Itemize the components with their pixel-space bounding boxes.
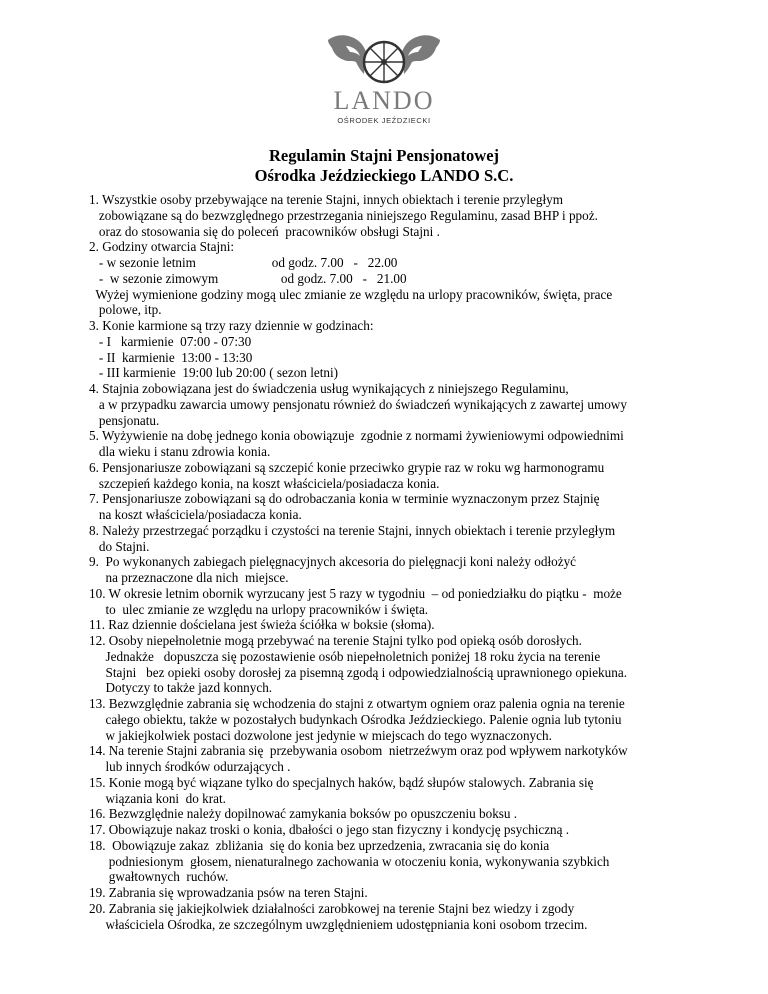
regulation-line: 18. Obowiązuje zakaz zbliżania się do konia bez uprzedzenia, zwracania się do konia: [89, 837, 550, 853]
regulation-line: właściciela Ośrodka, ze szczególnym uwzględnieniem udostępniania koni osobom trzecim.: [89, 916, 588, 932]
regulation-line: polowe, itp.: [89, 302, 162, 318]
regulation-line: 12. Osoby niepełnoletnie mogą przebywać na terenie Stajni tylko pod opieką osób dorosłych.: [89, 633, 582, 648]
regulation-line: 9. Po wykonanych zabiegach pielęgnacyjnych akcesoria do pielęgnacji koni należy odłożyć: [89, 554, 577, 570]
regulation-line: 8. Należy przestrzegać porządku i czystości na terenie Stajni, innych obiektach i terenie przyległym: [89, 522, 616, 538]
regulations-body: [89, 192, 749, 932]
regulation-line: 2. Godziny otwarcia Stajni:: [89, 239, 235, 255]
lando-logo: [322, 28, 446, 128]
regulation-line: 4. Stajnia zobowiązana jest do świadczenia usług wynikających z niniejszego Regulaminu,: [89, 381, 569, 396]
regulation-line: 16. Bezwzględnie należy dopilnować zamykania boksów po opuszczeniu boksu .: [89, 806, 518, 822]
regulation-line: a w przypadku zawarcia umowy pensjonatu również do świadczeń wynikających z zawartej umowy: [89, 396, 627, 412]
logo-subtitle: OŚRODEK JEŹDZIECKI: [337, 116, 431, 125]
regulation-line: na przeznaczone dla nich miejsce.: [89, 570, 289, 585]
regulation-line: 3. Konie karmione są trzy razy dziennie w godzinach:: [89, 318, 374, 333]
regulation-line: całego obiektu, także w pozostałych budynkach Ośrodka Jeździeckiego. Palenie ognia lub tytoniu: [89, 711, 622, 727]
logo-name: LANDO: [333, 86, 435, 115]
regulation-line: 6. Pensjonariusze zobowiązani są szczepić konie przeciwko grypie raz w roku wg harmonogramu: [89, 459, 605, 475]
regulation-line: 13. Bezwzględnie zabrania się wchodzenia do stajni z otwartym ogniem oraz palenia ognia na terenie: [89, 696, 625, 711]
regulation-line: szczepień każdego konia, na koszt właściciela/posiadacza konia.: [89, 475, 440, 491]
regulation-line: gwałtownych ruchów.: [89, 869, 229, 885]
regulation-line: Stajni bez opieki osoby dorosłej za pisemną zgodą i odpowiedzialnością uprawnionego opiekuna.: [89, 664, 627, 680]
regulation-line: 5. Wyżywienie na dobę jednego konia obowiązuje zgodnie z normami żywieniowymi odpowiednimi: [89, 428, 624, 444]
regulation-line: - III karmienie 19:00 lub 20:00 ( sezon letni): [89, 365, 339, 381]
regulation-line: dla wieku i stanu zdrowia konia.: [89, 444, 271, 459]
regulation-line: Jednakże dopuszcza się pozostawienie osób niepełnoletnich poniżej 18 roku życia na terenie: [89, 648, 601, 664]
regulation-line: Wyżej wymienione godziny mogą ulec zmianie ze względu na urlopy pracowników, święta, prace: [89, 286, 613, 302]
regulation-line: to ulec zmianie ze względu na urlopy pracowników i święta.: [89, 601, 429, 617]
title-line: Regulamin Stajni Pensjonatowej: [268, 146, 500, 165]
regulation-line: podniesionym głosem, nienaturalnego zachowania w otoczeniu konia, wykonywania szybkich: [89, 853, 610, 869]
document-title: [0, 146, 768, 186]
regulation-line: 10. W okresie letnim obornik wyrzucany jest 5 razy w tygodniu – od poniedziałku do piątku - może: [89, 585, 622, 601]
regulation-line: 15. Konie mogą być wiązane tylko do specjalnych haków, bądź słupów stalowych. Zabrania się: [89, 774, 594, 790]
regulation-line: - w sezonie zimowym od godz. 7.00 - 21.00: [89, 270, 407, 286]
regulation-line: zobowiązane są do bezwzględnego przestrzegania niniejszego Regulaminu, zasad BHP i ppoż.: [89, 207, 598, 223]
regulation-line: do Stajni.: [89, 538, 150, 554]
regulation-line: na koszt właściciela/posiadacza konia.: [89, 507, 302, 522]
regulation-line: lub innych środków odurzających .: [89, 759, 291, 774]
regulation-line: 19. Zabrania się wprowadzania psów na teren Stajni.: [89, 885, 368, 900]
title-line: Ośrodka Jeździeckiego LANDO S.C.: [254, 166, 514, 185]
regulation-line: 11. Raz dziennie dościelana jest świeża ściółka w boksie (słoma).: [89, 617, 435, 633]
regulation-line: 1. Wszystkie osoby przebywające na terenie Stajni, innych obiektach i terenie przyległym: [89, 192, 563, 207]
regulation-line: pensjonatu.: [89, 412, 160, 428]
regulation-line: - I karmienie 07:00 - 07:30: [89, 333, 252, 349]
regulation-line: w jakiejkolwiek postaci dozwolone jest jedynie w miejscach do tego wyznaczonych.: [89, 727, 552, 743]
regulation-line: oraz do stosowania się do poleceń pracowników obsługi Stajni .: [89, 223, 440, 239]
regulation-line: Dotyczy to także jazd konnych.: [89, 680, 273, 696]
regulation-line: 14. Na terenie Stajni zabrania się przebywania osobom nietrzeźwym oraz pod wpływem narkotyków: [89, 743, 628, 759]
regulation-line: 20. Zabrania się jakiejkolwiek działalności zarobkowej na terenie Stajni bez wiedzy i zgody: [89, 900, 575, 916]
regulation-line: 17. Obowiązuje nakaz troski o konia, dbałości o jego stan fizyczny i kondycję psychiczną .: [89, 822, 570, 837]
regulation-line: - w sezonie letnim od godz. 7.00 - 22.00: [89, 255, 398, 270]
regulation-line: 7. Pensjonariusze zobowiązani są do odrobaczania konia w terminie wyznaczonym przez Stajnię: [89, 491, 600, 507]
regulation-line: wiązania koni do krat.: [89, 790, 226, 806]
regulation-line: - II karmienie 13:00 - 13:30: [89, 349, 253, 365]
